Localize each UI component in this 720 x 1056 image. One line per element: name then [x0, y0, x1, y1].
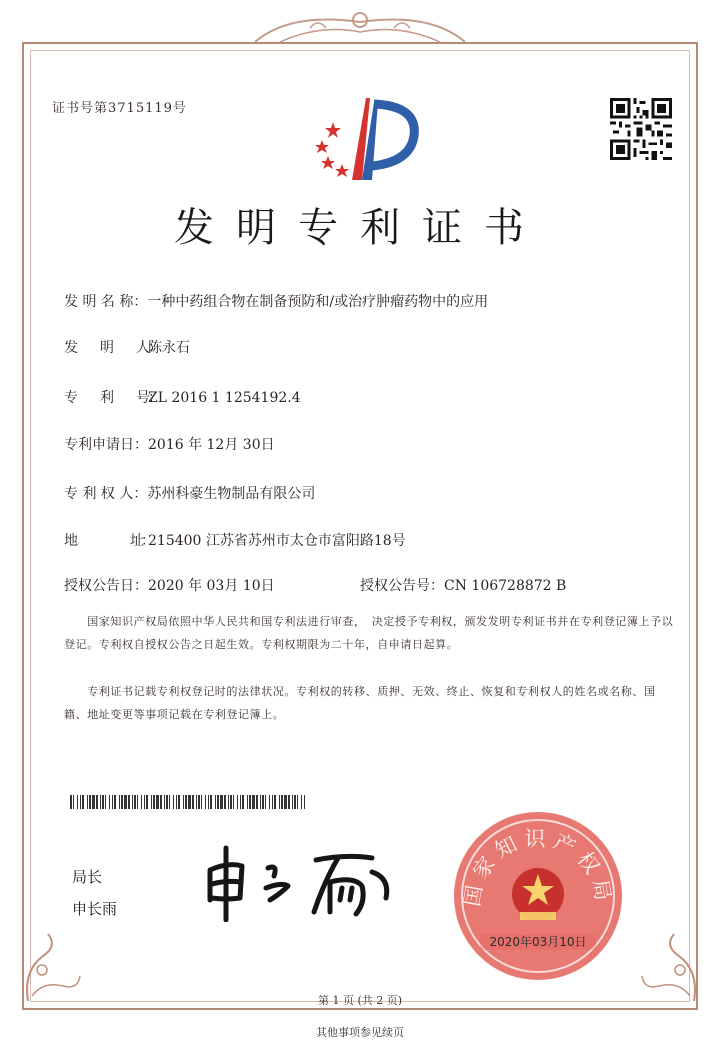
grant-date-label: 授权公告日： — [64, 578, 148, 594]
inventor-label: 发 明 人： — [64, 340, 160, 356]
grant-number-value: CN 106728872 B — [444, 578, 567, 594]
grant-date-value: 2020 年 03月 10日 — [148, 578, 275, 594]
address-row — [64, 530, 406, 550]
inventor-row — [64, 337, 190, 357]
barcode-icon — [70, 795, 310, 809]
handwritten-signature-icon — [196, 842, 406, 922]
filing-date-row — [64, 434, 275, 454]
patent-number-row — [64, 387, 301, 407]
patentee-row — [64, 483, 315, 503]
grant-number-row — [360, 575, 566, 595]
patent-number-label: 专 利 号： — [64, 390, 160, 406]
invention-name-value: 一种中药组合物在制备预防和/或治疗肿瘤药物中的应用 — [147, 294, 489, 310]
official-seal-icon — [450, 808, 626, 984]
footer-note: 其他事项参见续页 — [316, 1026, 404, 1039]
qr-code-icon — [610, 98, 672, 160]
signatory-role: 局长 — [72, 868, 103, 886]
page-number: 第 1 页 (共 2 页) — [317, 994, 403, 1007]
grant-number-label: 授权公告号： — [360, 578, 444, 594]
grant-statement-paragraph: 国家知识产权局依照中华人民共和国专利法进行审查， 决定授予专利权，颁发发明专利证书并在专利登记簿上予以登记。专利权自授权公告之日起生效。专利权期限为二十年，自申请日起算。 — [64, 615, 674, 651]
svg-text:2020年03月10日: 2020年03月10日 — [489, 935, 587, 949]
address-value: 215400 江苏省苏州市太仓市富阳路18号 — [148, 533, 406, 549]
certificate-title: 发明专利证书 — [174, 205, 546, 251]
patentee-label: 专 利 权 人： — [64, 486, 148, 502]
inventor-value: 陈永石 — [148, 340, 190, 356]
cnipa-logo-icon — [300, 92, 426, 192]
signatory-name: 申长雨 — [72, 900, 118, 918]
invention-name-row — [64, 291, 488, 311]
certificate-number: 证书号第3715119号 — [52, 101, 187, 116]
grant-date-row — [64, 575, 275, 595]
patent-number-value: ZL 2016 1 1254192.4 — [148, 390, 301, 406]
top-ornament-icon — [250, 4, 470, 48]
filing-date-label: 专利申请日： — [64, 437, 148, 453]
filing-date-value: 2016 年 12月 30日 — [148, 437, 275, 453]
invention-name-label: 发 明 名 称： — [64, 294, 148, 310]
legal-status-paragraph: 专利证书记载专利权登记时的法律状况。专利权的转移、质押、无效、终止、恢复和专利权人的姓名或名称、国籍、地址变更等事项记载在专利登记簿上。 — [64, 685, 656, 721]
address-label: 地 址： — [64, 533, 152, 549]
patentee-value: 苏州科豪生物制品有限公司 — [147, 486, 316, 502]
svg-text:国家知识产权局: 国家知识产权局 — [459, 827, 617, 909]
